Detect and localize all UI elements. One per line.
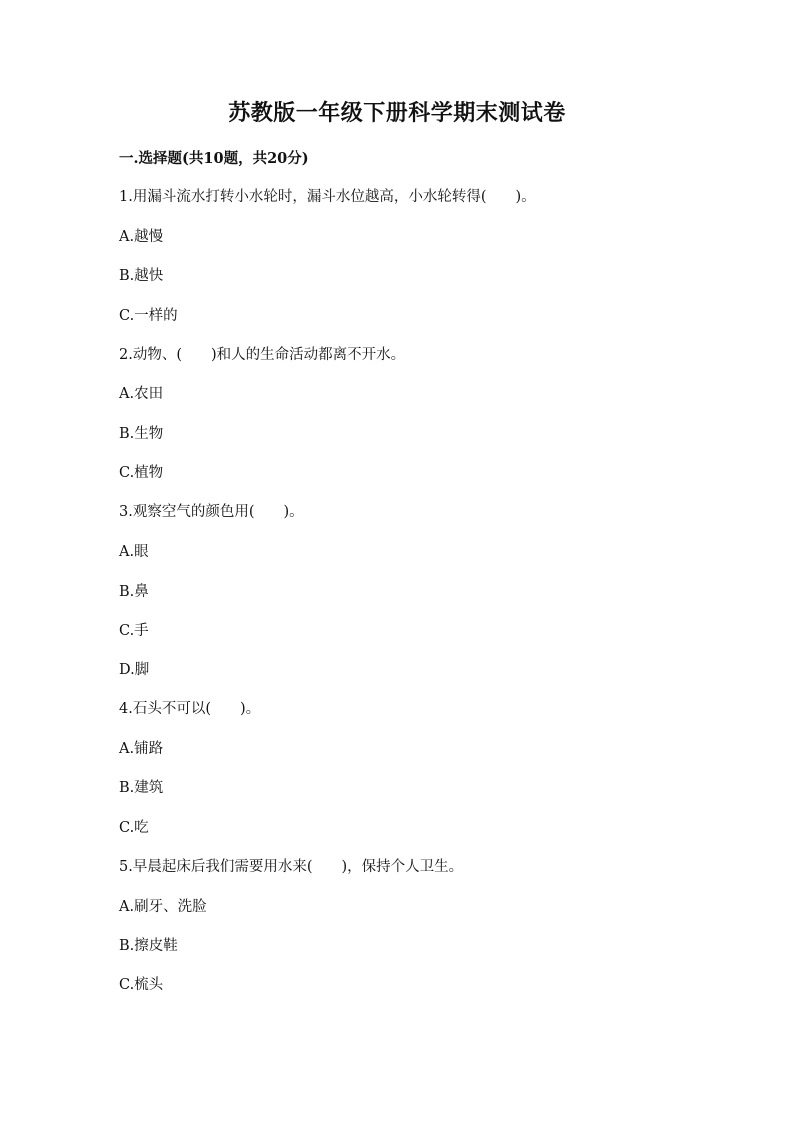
question-3-option-d: D.脚 <box>119 662 150 678</box>
question-4-stem: 4.石头不可以( )。 <box>119 701 261 717</box>
question-5-stem: 5.早晨起床后我们需要用水来( )，保持个人卫生。 <box>119 859 464 875</box>
question-3-option-a: A.眼 <box>119 544 149 560</box>
question-4-option-b: B.建筑 <box>119 780 164 796</box>
question-5-option-b: B.擦皮鞋 <box>119 938 178 954</box>
question-5-option-c: C.梳头 <box>119 977 164 993</box>
section-heading: 一.选择题(共10题，共20分) <box>119 150 309 167</box>
question-3-option-c: C.手 <box>119 623 149 639</box>
question-1-option-b: B.越快 <box>119 268 164 284</box>
question-3-stem: 3.观察空气的颜色用( )。 <box>119 504 304 520</box>
document-title: 苏教版一年级下册科学期末测试卷 <box>228 100 566 126</box>
question-4-option-a: A.铺路 <box>119 741 164 757</box>
question-2-option-b: B.生物 <box>119 426 164 442</box>
question-5-option-a: A.刷牙、洗脸 <box>119 899 207 915</box>
question-4-option-c: C.吃 <box>119 820 149 836</box>
question-2-option-a: A.农田 <box>119 386 164 402</box>
question-1-stem: 1.用漏斗流水打转小水轮时，漏斗水位越高，小水轮转得( )。 <box>119 189 536 205</box>
question-1-option-a: A.越慢 <box>119 229 164 245</box>
question-1-option-c: C.一样的 <box>119 308 178 324</box>
question-3-option-b: B.鼻 <box>119 584 149 600</box>
question-2-stem: 2.动物、( )和人的生命活动都离不开水。 <box>119 347 406 363</box>
question-2-option-c: C.植物 <box>119 465 164 481</box>
